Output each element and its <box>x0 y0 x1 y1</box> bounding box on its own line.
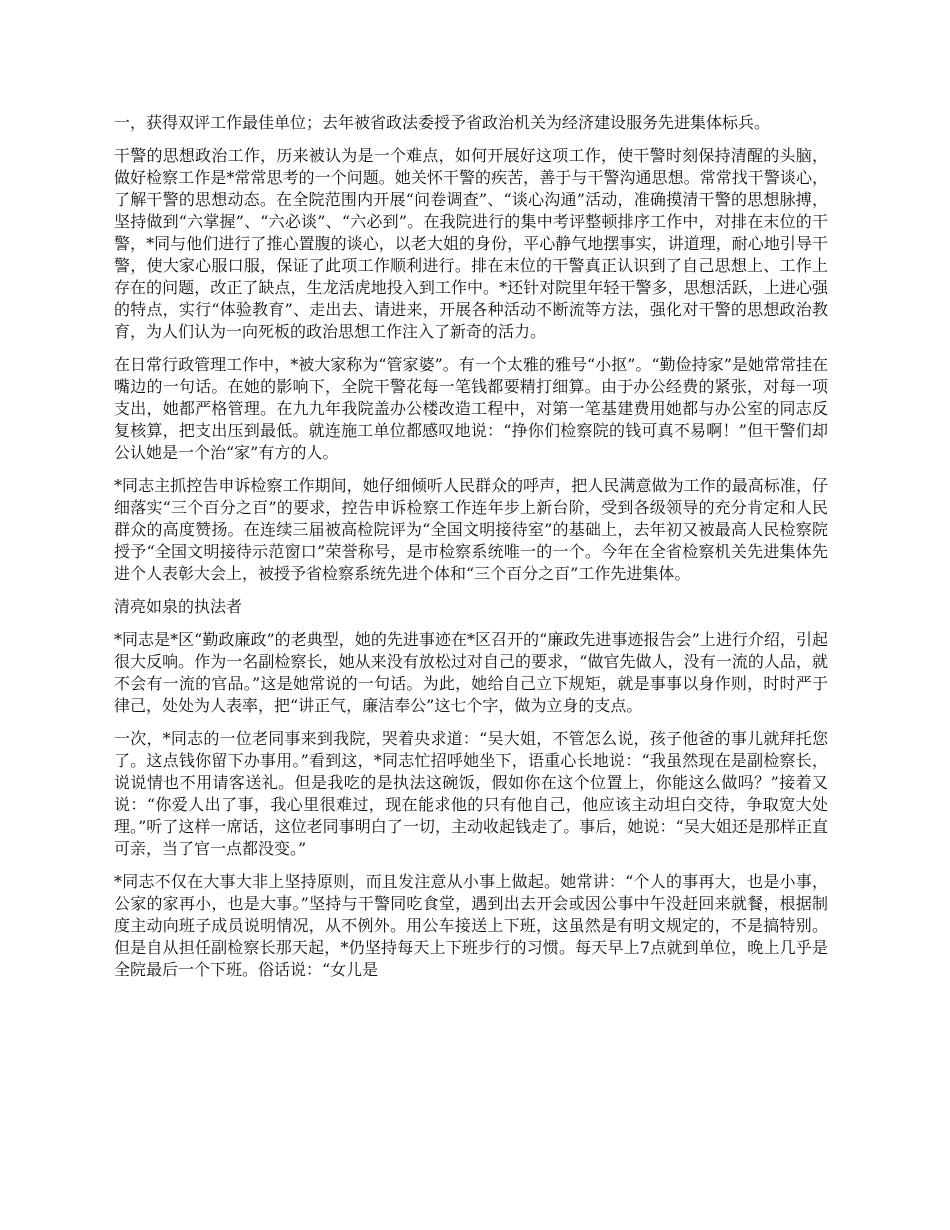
paragraph-6: 一次，*同志的一位老同事来到我院，哭着央求道：“吴大姐，不管怎么说，孩子他爸的事儿就拜托您了。这点钱你留下办事用。”看到这，*同志忙招呼她坐下，语重心长地说：“我虽然现在是副检察长，说说情也不用请客送礼。但是我吃的是执法这碗饭，假如你在这个位置上，你能这么做吗？”接着又说：“你爱人出了事，我心里很难过，现在能求他的只有他自己，他应该主动坦白交待，争取宽大处理。”听了这样一席话，这位老同事明白了一切，主动收起钱走了。事后，她说：“吴大姐还是那样正直可亲，当了官一点都没变。” <box>114 729 828 858</box>
paragraph-5: *同志是*区“勤政廉政”的老典型，她的先进事迹在*区召开的“廉政先进事迹报告会”上进行介绍，引起很大反响。作为一名副检察长，她从来没有放松过对自己的要求，“做官先做人，没有一流的人品，就不会有一流的官品。”这是她常说的一句话。为此，她给自己立下规矩，就是事事以身作则，时时严于律己，处处为人表率，把“讲正气，廉洁奉公”这七个字，做为立身的支点。 <box>114 630 828 715</box>
paragraph-1: 一，获得双评工作最佳单位；去年被省政法委授予省政治机关为经济建设服务先进集体标兵。 <box>114 113 771 132</box>
paragraph-7: *同志不仅在大事大非上坚持原则，而且发注意从小事上做起。她常讲：“个人的事再大，也是小事，公家的家再小，也是大事。”坚持与干警同吃食堂，遇到出去开会或因公事中午没赶回来就餐，根据制度主动向班子成员说明情况，从不例外。用公车接送上下班，这虽然是有明文规定的，不是搞特别。但是自从担任副检察长那天起，*仍坚持每天上下班步行的习惯。每天早上7点就到单位，晚上几乎是全院最后一个下班。俗话说：“女儿是 <box>114 872 828 979</box>
document-page <box>114 112 828 992</box>
paragraph-2: 干警的思想政治工作，历来被认为是一个难点，如何开展好这项工作，使干警时刻保持清醒的头脑，做好检察工作是*常常思考的一个问题。她关怀干警的疾苦，善于与干警沟通思想。常常找干警谈心，了解干警的思想动态。在全院范围内开展“问卷调查”、“谈心沟通”活动，准确摸清干警的思想脉搏，坚持做到“六掌握”、“六必谈”、“六必到”。在我院进行的集中考评整顿排序工作中，对排在末位的干警，*同与他们进行了推心置腹的谈心，以老大姐的身份，平心静气地摆事实，讲道理，耐心地引导干警，使大家心服口服，保证了此项工作顺利进行。排在末位的干警真正认识到了自己思想上、工作上存在的问题，改正了缺点，生龙活虎地投入到工作中。*还针对院里年轻干警多，思想活跃，上进心强的特点，实行“体验教育”、走出去、请进来，开展各种活动不断流等方法，强化对干警的思想政治教育，为人们认为一向死板的政治思想工作注入了新奇的活力。 <box>114 146 828 341</box>
paragraph-4: *同志主抓控告申诉检察工作期间，她仔细倾听人民群众的呼声，把人民满意做为工作的最高标准，仔细落实“三个百分之百”的要求，控告申诉检察工作连年步上新台阶，受到各级领导的充分肯定和人民群众的高度赞扬。在连续三届被高检院评为“全国文明接待室”的基础上，去年初又被最高人民检察院授予“全国文明接待示范窗口”荣誉称号，是市检察系统唯一的一个。今年在全省检察机关先进集体先进个人表彰大会上，被授予省检察系统先进个体和“三个百分之百”工作先进集体。 <box>114 476 828 583</box>
paragraph-3: 在日常行政管理工作中，*被大家称为“管家婆”。有一个太雅的雅号“小抠”。“勤俭持家”是她常常挂在嘴边的一句话。在她的影响下，全院干警花每一笔钱都要精打细算。由于办公经费的紧张，对每一项支出，她都严格管理。在九九年我院盖办公楼改造工程中，对第一笔基建费用她都与办公室的同志反复核算，把支出压到最低。就连施工单位都感叹地说：“挣你们检察院的钱可真不易啊！”但干警们却公认她是一个治“家”有方的人。 <box>114 355 828 462</box>
section-heading: 清亮如泉的执法者 <box>114 597 243 616</box>
